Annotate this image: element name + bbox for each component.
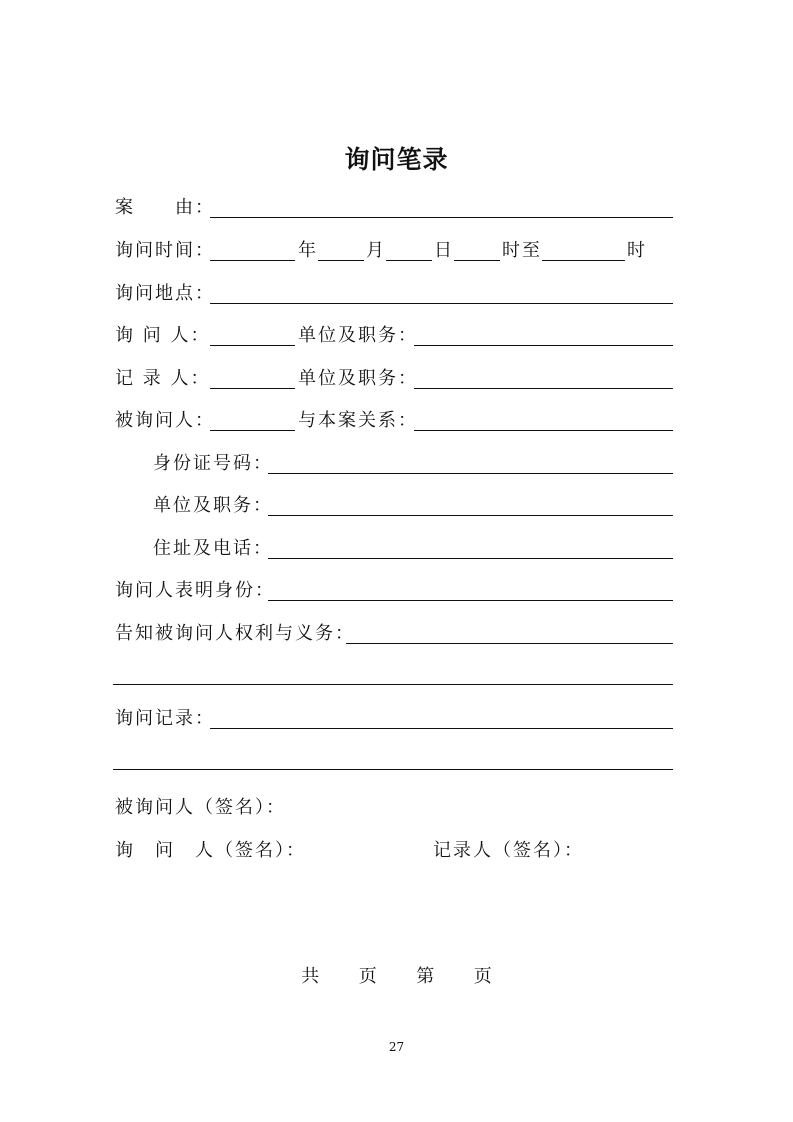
- interviewee-blank[interactable]: [210, 430, 295, 431]
- id-number-row: [0, 451, 793, 481]
- rights-row: [0, 621, 793, 651]
- identity-blank[interactable]: [268, 600, 673, 601]
- recorder-row: [0, 366, 793, 396]
- footer-nth: 第: [416, 966, 435, 987]
- time-row: [0, 238, 793, 268]
- interviewee-signature-label: 被询问人（签名）：: [115, 797, 286, 818]
- id-number-label: 身份证号码：: [153, 453, 273, 474]
- footer-page2: 页: [473, 966, 492, 987]
- year-label: 年: [298, 240, 318, 261]
- page-count-footer: [0, 962, 793, 988]
- case-label: 案 由：: [115, 197, 215, 218]
- hour-from-blank[interactable]: [454, 260, 500, 261]
- interviewee-unit-row: [0, 493, 793, 523]
- day-blank[interactable]: [386, 260, 432, 261]
- hour-to-label: 时至: [502, 240, 542, 261]
- hour-label: 时: [627, 240, 647, 261]
- recorder-unit-label: 单位及职务：: [298, 368, 418, 389]
- interrogator-unit-blank[interactable]: [414, 345, 673, 346]
- case-blank[interactable]: [210, 217, 673, 218]
- case-row: [0, 195, 793, 225]
- footer-total: 共: [301, 966, 320, 987]
- relation-label: 与本案关系：: [298, 410, 418, 431]
- record-label: 询问记录：: [115, 708, 215, 729]
- address-blank[interactable]: [268, 558, 673, 559]
- identity-row: [0, 578, 793, 608]
- recorder-unit-blank[interactable]: [414, 388, 673, 389]
- day-label: 日: [434, 240, 454, 261]
- interrogator-signature-label: 询 问 人（签名）：: [115, 840, 306, 861]
- interrogator-unit-label: 单位及职务：: [298, 325, 418, 346]
- relation-blank[interactable]: [414, 430, 673, 431]
- year-blank[interactable]: [210, 260, 295, 261]
- document-title: 询问笔录: [344, 145, 449, 174]
- interviewee-label: 被询问人：: [115, 410, 215, 431]
- identity-label: 询问人表明身份：: [115, 580, 275, 601]
- address-row: [0, 536, 793, 566]
- record-blank[interactable]: [210, 728, 673, 729]
- rights-label: 告知被询问人权利与义务：: [115, 623, 355, 644]
- month-blank[interactable]: [318, 260, 364, 261]
- month-label: 月: [366, 240, 386, 261]
- page-number: 27: [388, 1040, 405, 1054]
- place-row: [0, 281, 793, 311]
- record-continuation-line[interactable]: [113, 769, 673, 770]
- interviewee-unit-blank[interactable]: [268, 515, 673, 516]
- interrogator-row: [0, 323, 793, 353]
- rights-continuation-line[interactable]: [113, 684, 673, 685]
- recorder-signature-label: 记录人（签名）：: [433, 840, 584, 861]
- interrogator-label: 询 问 人：: [115, 325, 211, 346]
- place-blank[interactable]: [210, 303, 673, 304]
- hour-to-blank[interactable]: [542, 260, 625, 261]
- id-number-blank[interactable]: [268, 473, 673, 474]
- place-label: 询问地点：: [115, 283, 215, 304]
- address-label: 住址及电话：: [153, 538, 273, 559]
- interviewee-unit-label: 单位及职务：: [153, 495, 273, 516]
- recorder-blank[interactable]: [210, 388, 295, 389]
- interviewee-row: [0, 408, 793, 438]
- footer-page1: 页: [358, 966, 377, 987]
- time-label: 询问时间：: [115, 240, 215, 261]
- recorder-label: 记 录 人：: [115, 368, 211, 389]
- rights-blank[interactable]: [346, 643, 673, 644]
- interrogator-blank[interactable]: [210, 345, 295, 346]
- record-row: [0, 706, 793, 736]
